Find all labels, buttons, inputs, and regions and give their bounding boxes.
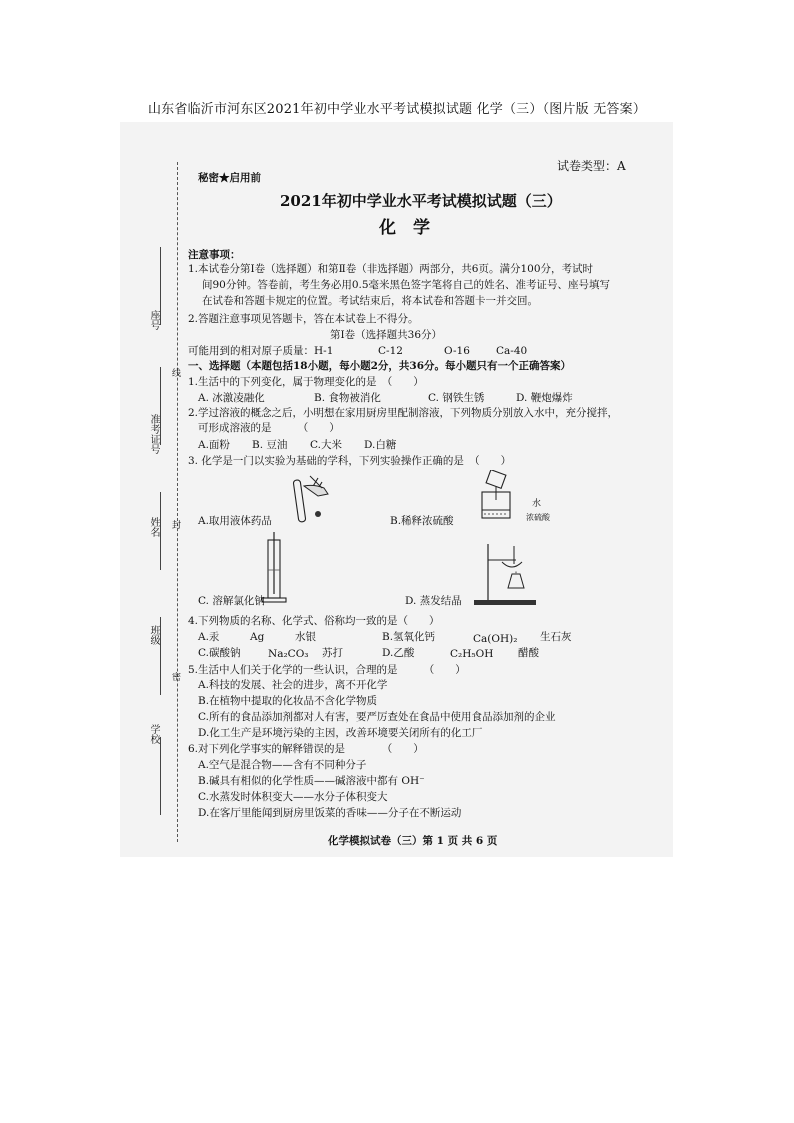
paper-title: 2021年初中学业水平考试模拟试题（三）: [280, 192, 562, 210]
q5-stem: 5.生活中人们关于化学的一些认识，合理的是 （ ）: [188, 664, 466, 676]
mark-seal: 封: [172, 521, 182, 531]
q4-cell: D.乙酸: [382, 647, 415, 659]
q3-option-b: B.稀释浓硫酸: [390, 515, 454, 527]
scanned-exam-page: [120, 122, 673, 857]
label-class: 班级: [148, 625, 159, 645]
q6-option-c: C.水蒸发时体积变大——水分子体积变大: [198, 791, 388, 803]
q2-option-a: A.面粉: [198, 439, 230, 451]
q2-option-d: D.白糖: [364, 439, 397, 451]
q6-option-a: A.空气是混合物——含有不同种分子: [198, 759, 367, 771]
q5-option-b: B.在植物中提取的化妆品不含化学物质: [198, 695, 378, 707]
label-name: 姓名: [148, 517, 159, 537]
q4-cell: 苏打: [322, 647, 343, 659]
note-line: 1.本试卷分第Ⅰ卷（选择题）和第Ⅱ卷（非选择题）两部分，共6页。满分100分，考试时: [188, 263, 594, 275]
q5-option-c: C.所有的食品添加剂都对人有害，要严厉查处在食品中使用食品添加剂的企业: [198, 711, 556, 723]
q1-option-b: B. 食物被消化: [314, 392, 381, 404]
q6-option-b: B.碱具有相似的化学性质——碱溶液中都有 OH⁻: [198, 775, 425, 787]
evaporation-figure: [468, 538, 542, 606]
q4-cell: 生石灰: [540, 631, 572, 643]
q3-stem: 3. 化学是一门以实验为基础的学科，下列实验操作正确的是 （ ）: [188, 455, 512, 467]
q4-cell: Na₂CO₃: [268, 648, 309, 660]
note-line: 2.答题注意事项见答题卡，答在本试卷上不得分。: [188, 313, 419, 325]
q2-option-b: B. 豆油: [252, 439, 288, 451]
q6-option-d: D.在客厅里能闻到厨房里饭菜的香味——分子在不断运动: [198, 807, 462, 819]
note-line: 间90分钟。答卷前，考生务必用0.5毫米黑色签字笔将自己的姓名、准考证号、座号填写: [202, 279, 611, 291]
q3-option-a: A.取用液体药品: [198, 515, 272, 527]
q4-cell: A.汞: [198, 631, 220, 643]
q4-cell: C₂H₅OH: [450, 648, 494, 660]
q1-option-c: C. 钢铁生锈: [428, 392, 485, 404]
q1-option-d: D. 鞭炮爆炸: [516, 392, 573, 404]
q5-option-a: A.科技的发展、社会的进步，离不开化学: [198, 679, 388, 691]
label-school: 学校: [148, 724, 159, 744]
atomic-mass: O-16: [444, 345, 470, 357]
atomic-mass-label: 可能用到的相对原子质量：H-1: [188, 345, 334, 357]
label-exam-id: 准考证号: [148, 414, 159, 454]
mark-line: 线: [172, 369, 182, 379]
part1-heading: 第Ⅰ卷（选择题共36分）: [330, 329, 443, 341]
q6-stem: 6.对下列化学事实的解释错误的是 （ ）: [188, 743, 424, 755]
q2-stem: 2.学过溶液的概念之后，小明想在家用厨房里配制溶液，下列物质分别放入水中，充分搅拌，: [188, 407, 619, 419]
q1-stem: 1.生活中的下列变化，属于物理变化的是 （ ）: [188, 376, 424, 388]
page-footer: 化学模拟试卷（三）第 1 页 共 6 页: [328, 835, 498, 847]
document-title: 山东省临沂市河东区2021年初中学业水平考试模拟试题 化学（三）（图片版 无答案）: [147, 102, 647, 117]
notes-heading: 注意事项：: [188, 249, 241, 261]
dropper-test-tube-figure: [278, 474, 348, 530]
paper-subject: 化 学: [379, 218, 430, 238]
note-line: 在试卷和答题卡规定的位置。考试结束后，将本试卷和答题卡一并交回。: [202, 295, 538, 307]
q4-cell: 水银: [295, 631, 316, 643]
q5-option-d: D.化工生产是环境污染的主因，改善环境要关闭所有的化工厂: [198, 727, 483, 739]
atomic-mass: Ca-40: [496, 345, 528, 357]
section1-heading: 一、选择题（本题包括18小题，每小题2分，共36分。每小题只有一个正确答案）: [188, 360, 572, 372]
mark-secret: 密: [172, 673, 182, 683]
q2-stem-cont: 可形成溶液的是 （ ）: [198, 422, 340, 434]
q4-cell: B.氢氧化钙: [382, 631, 436, 643]
q2-option-c: C.大米: [310, 439, 342, 451]
secret-mark: 秘密★启用前: [198, 172, 261, 184]
paper-type: 试卷类型：A: [557, 159, 626, 173]
school-line: [160, 737, 161, 815]
label-seat: 座号: [148, 310, 159, 330]
q1-option-a: A. 冰激凌融化: [198, 392, 265, 404]
q3-option-c: C. 溶解氯化钠: [198, 595, 265, 607]
q4-stem: 4.下列物质的名称、化学式、俗称均一致的是（ ）: [188, 615, 440, 627]
binding-dashed-line: [177, 162, 178, 842]
q4-cell: C.碳酸钠: [198, 647, 241, 659]
label-water: 水: [532, 499, 542, 509]
label-acid: 浓硫酸: [526, 513, 550, 522]
atomic-mass: C-12: [378, 345, 403, 357]
q4-cell: Ag: [250, 631, 265, 643]
q4-cell: Ca(OH)₂: [473, 633, 518, 645]
q3-option-d: D. 蒸发结晶: [405, 595, 462, 607]
q4-cell: 醋酸: [518, 647, 539, 659]
